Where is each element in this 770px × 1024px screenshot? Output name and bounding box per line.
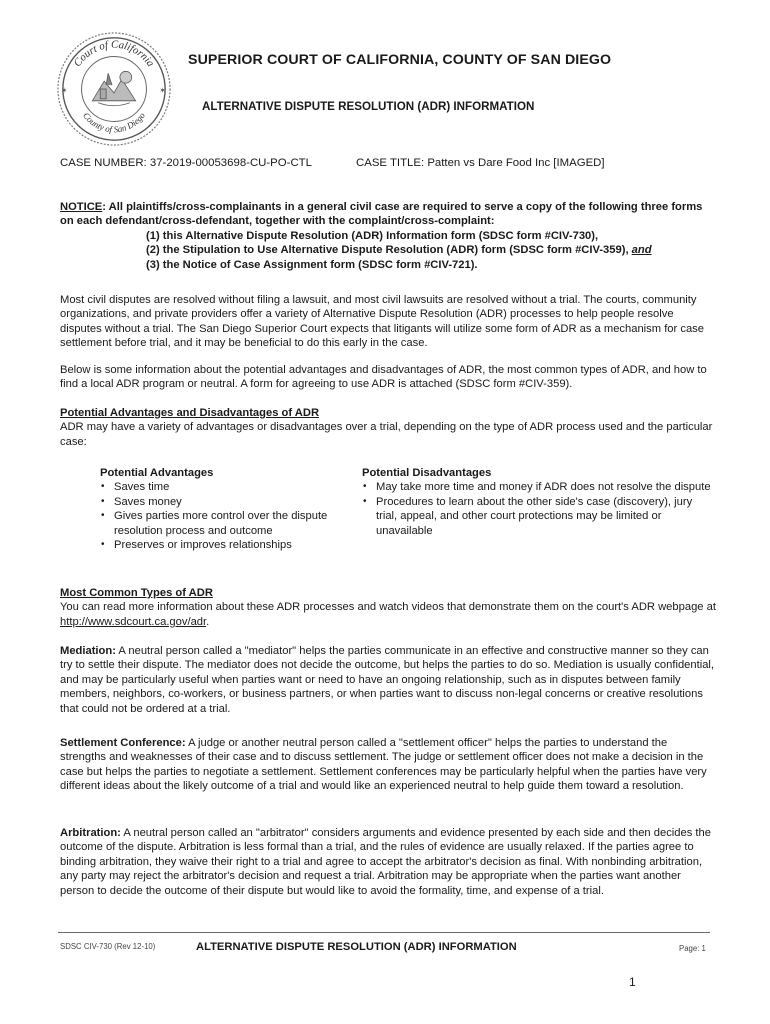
case-title: CASE TITLE: Patten vs Dare Food Inc [IMAGED] <box>356 157 605 169</box>
arbitration-label: Arbitration: <box>60 827 121 839</box>
footer-title: ALTERNATIVE DISPUTE RESOLUTION (ADR) INFORMATION <box>196 941 517 953</box>
svg-text:✶: ✶ <box>60 85 68 95</box>
footer-divider <box>58 932 710 933</box>
list-item: • Saves money <box>100 495 355 509</box>
page-number: 1 <box>629 975 636 989</box>
required-form-item: (1) this Alternative Dispute Resolution (ADR) Information form (SDSC form #CIV-730), <box>146 230 599 242</box>
seal-bottom-text: County of San Diego <box>81 110 147 135</box>
list-item: • Saves time <box>100 480 355 494</box>
adr-webpage-link[interactable]: http://www.sdcourt.ca.gov/adr <box>60 615 207 628</box>
notice-paragraph <box>60 200 716 229</box>
list-item: • Procedures to learn about the other side's case (discovery), jury trial, appeal, and other court protections may be limited or unavailable <box>362 495 712 538</box>
advantages-section <box>60 406 716 449</box>
seal-top-text: Court of California <box>71 38 157 70</box>
section-heading: Potential Advantages and Disadvantages of ADR <box>60 407 320 419</box>
settlement-conference-paragraph: Settlement Conference: A judge or another neutral person called a "settlement officer" helps the parties to understand the strengths and weaknesses of their case and to discuss settlement. The judge or settlement officer does not make a decision in the case but helps the parties to negotiate a settlement. Settlement conferences may be particularly helpful when the parties have very different ideas about the likely outcome of a trial and would like an experienced neutral to help guide them toward a resolution. <box>60 737 707 793</box>
form-title: ALTERNATIVE DISPUTE RESOLUTION (ADR) INFORMATION <box>202 100 535 113</box>
svg-text:✶: ✶ <box>159 85 166 95</box>
svg-text:Court of California <box>71 39 156 69</box>
notice-text: : All plaintiffs/cross-complainants in a general civil case are required to serve a copy of the following three forms on each defendant/cross-defendant, together with the complaint/cross-complaint: <box>60 201 703 228</box>
court-seal-icon <box>55 30 173 148</box>
court-title: SUPERIOR COURT OF CALIFORNIA, COUNTY OF SAN DIEGO <box>188 52 612 68</box>
case-number: CASE NUMBER: 37-2019-00053698-CU-PO-CTL <box>60 157 312 169</box>
disadvantages-column <box>362 466 712 538</box>
settlement-label: Settlement Conference: <box>60 737 186 749</box>
arbitration-paragraph: Arbitration: A neutral person called an "arbitrator" considers arguments and evidence presented by each side and then decides the outcome of the dispute. Arbitration is less formal than a trial, and the rules of evidence are usually relaxed. If the parties agree to binding arbitration, they waive their right to a trial and agree to accept the arbitrator's decision as final. With nonbinding arbitration, any party may reject the arbitrator's decision and request a trial. Arbitration may be appropriate when the parties want another person to decide the outcome of their dispute but would like to avoid the formality, time, and expense of a trial. <box>60 827 711 897</box>
section-heading: Most Common Types of ADR <box>60 587 213 599</box>
section-text: You can read more information about these ADR processes and watch videos that demonstrate them on the court's ADR webpage at http://www.sdcourt.ca.gov/adr. <box>60 601 716 628</box>
required-form-item: (3) the Notice of Case Assignment form (SDSC form #CIV-721). <box>146 258 478 271</box>
required-forms-list <box>146 229 652 272</box>
notice-label: NOTICE <box>60 201 103 213</box>
list-item: • May take more time and money if ADR does not resolve the dispute <box>362 480 712 494</box>
footer-page-label: Page: 1 <box>679 944 706 953</box>
mediation-paragraph: Mediation: A neutral person called a "mediator" helps the parties communicate in an effective and constructive manner so they can try to settle their dispute. The mediator does not decide the outcome, but helps the parties to do so. Mediation is usually confidential, and may be particularly useful when parties want or need to have an ongoing relationship, such as in disputes between family members, neighbors, co-workers, or business partners, or when parties want to discuss non-legal concerns or creative resolutions that could not be ordered at a trial. <box>60 645 715 715</box>
intro-paragraph: Most civil disputes are resolved without filing a lawsuit, and most civil lawsuits are resolved without a trial. The courts, community organizations, and private providers offer a variety of Alternative Dispute Resolution (ADR) processes to help people resolve disputes without a trial. The San Diego Superior Court expects that litigants will utilize some form of ADR as a mechanism for case settlement before trial, and it may be beneficial to do this early in the case. <box>60 294 704 350</box>
required-form-item: (2) the Stipulation to Use Alternative Dispute Resolution (ADR) form (SDSC form #CIV-359), and <box>146 244 652 257</box>
disadvantages-list <box>362 480 712 538</box>
list-item: • Gives parties more control over the dispute resolution process and outcome <box>100 509 355 538</box>
and-emphasis: and <box>631 244 652 257</box>
list-item: • Preserves or improves relationships <box>100 538 355 552</box>
mediation-label: Mediation: <box>60 645 116 657</box>
advantages-column <box>100 466 355 552</box>
adr-types-section <box>60 586 716 629</box>
section-text: ADR may have a variety of advantages or disadvantages over a trial, depending on the type of ADR process used and the particular case: <box>60 421 713 448</box>
footer-form-code: SDSC CIV-730 (Rev 12-10) <box>60 942 156 951</box>
svg-text:County of San Diego <box>81 110 147 134</box>
advantages-list <box>100 480 355 552</box>
disadvantages-heading: Potential Disadvantages <box>362 467 492 479</box>
advantages-heading: Potential Advantages <box>100 467 214 479</box>
overview-paragraph: Below is some information about the potential advantages and disadvantages of ADR, the most common types of ADR, and how to find a local ADR program or neutral. A form for agreeing to use ADR is attached (SDSC form #CIV-359). <box>60 364 707 391</box>
